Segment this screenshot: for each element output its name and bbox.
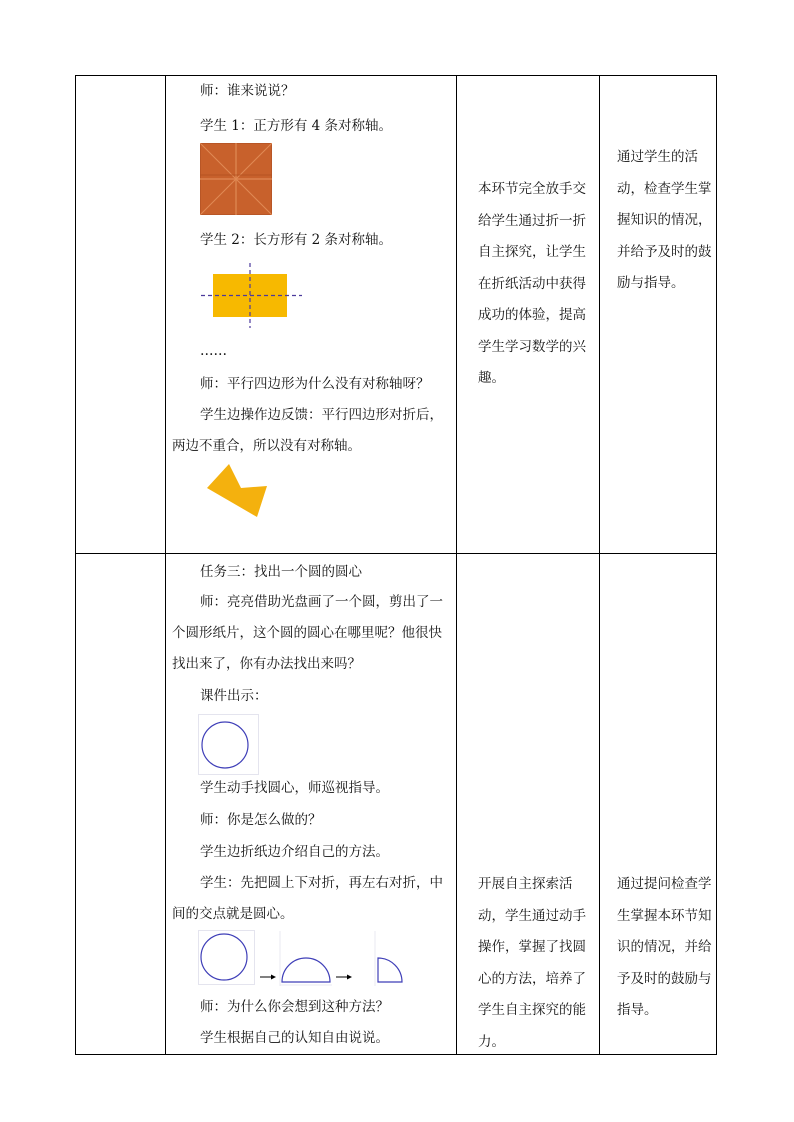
row2-line-2: 师：亮亮借助光盘画了一个圆，剪出了一 (200, 594, 443, 610)
table-top-border (75, 75, 717, 76)
col-border-4 (599, 75, 600, 1055)
col-border-3 (456, 75, 457, 1055)
circle-courseware-figure (198, 714, 260, 780)
row2-line-4: 找出来了，你有办法找出来吗？ (172, 656, 361, 672)
row1-eval-note: 通过学生的活动，检查学生掌握知识的情况，并给予及时的鼓励与指导。 (617, 149, 712, 291)
row1-line-7: 两边不重合，所以没有对称轴。 (172, 438, 361, 454)
folded-square-paper-image (200, 143, 272, 219)
row2-line-9: 学生：先把圆上下对折，再左右对折，中 (200, 875, 443, 891)
rectangle-symmetry-axes-figure (200, 262, 304, 334)
row2-line-1: 任务三：找出一个圆的圆心 (200, 564, 362, 580)
row2-eval-note: 通过提问检查学生掌握本环节知识的情况，并给予及时的鼓励与指导。 (617, 876, 712, 1018)
row2-line-8: 学生边折纸边介绍自己的方法。 (200, 844, 389, 860)
row-divider (75, 553, 717, 554)
table-bottom-border (75, 1054, 717, 1055)
folded-parallelogram-image (205, 462, 271, 524)
row1-line-6: 学生边操作边反馈：平行四边形对折后， (200, 407, 443, 423)
row2-line-10: 间的交点就是圆心。 (172, 906, 294, 922)
row2-line-12: 学生根据自己的认知自由说说。 (200, 1030, 389, 1046)
row2-line-11: 师：为什么你会想到这种方法？ (200, 999, 389, 1015)
row2-line-6: 学生动手找圆心，师巡视指导。 (200, 780, 389, 796)
row1-line-4: …… (200, 343, 227, 359)
row2-line-3: 个圆形纸片，这个圆的圆心在哪里呢？他很快 (172, 625, 442, 641)
row2-design-note: 开展自主探索活动，学生通过动手操作，掌握了找圆心的方法，培养了学生自主探究的能力。 (478, 876, 586, 1050)
row1-line-1: 师：谁来说说？ (200, 83, 295, 99)
col-border-5 (716, 75, 717, 1055)
row2-line-7: 师：你是怎么做的？ (200, 812, 322, 828)
row1-line-2: 学生 1：正方形有 4 条对称轴。 (200, 118, 393, 134)
row1-line-5: 师：平行四边形为什么没有对称轴呀？ (200, 376, 430, 392)
row1-design-note: 本环节完全放手交给学生通过折一折自主探究，让学生在折纸活动中获得成功的体验，提高学生学习数学的兴趣。 (478, 181, 586, 386)
col-border-1 (75, 75, 76, 1055)
row2-line-5: 课件出示： (200, 688, 268, 704)
col-border-2 (165, 75, 166, 1055)
circle-folding-steps-figure (198, 930, 412, 992)
row1-line-3: 学生 2：长方形有 2 条对称轴。 (200, 232, 393, 248)
